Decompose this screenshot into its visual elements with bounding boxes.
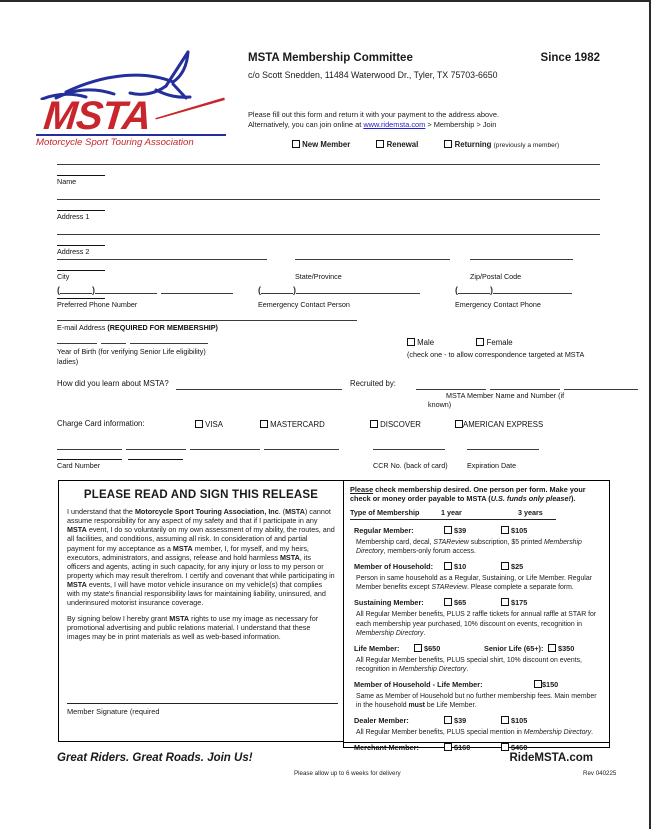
membership-row-household-life: Member of Household - Life Member: $150	[354, 679, 559, 689]
visa-label: VISA	[205, 420, 223, 429]
yob-line-2[interactable]	[101, 343, 126, 344]
state-label: State/Province	[295, 272, 342, 281]
household-desc: Person in same household as a Regular, Sustaining, or Life Member. Regular Member benefits except STAReview. Please complete a separate form.	[356, 575, 592, 592]
dealer-3yr: $105	[501, 716, 527, 725]
renewal-label: Renewal	[386, 140, 419, 149]
card-number-line-1[interactable]	[57, 449, 122, 450]
city-line[interactable]	[57, 259, 267, 260]
contact-phone-area-line	[458, 285, 490, 294]
recruited-note-2: known)	[428, 400, 452, 409]
delivery-note: Please allow up to 6 weeks for delivery	[294, 770, 401, 777]
sustaining-3yr: $175	[501, 598, 527, 607]
regular-1yr-checkbox[interactable]	[444, 526, 452, 534]
mastercard-checkbox[interactable]	[260, 420, 268, 428]
merchant-3yr-checkbox[interactable]	[501, 743, 509, 751]
gender-note: (check one - to allow correspondence targeted at MSTA	[407, 350, 585, 359]
membership-table-header	[350, 508, 556, 520]
expiration-line[interactable]	[467, 449, 539, 450]
contact-person-label: Eemergency Contact Person	[258, 300, 350, 309]
zip-line[interactable]	[470, 259, 573, 260]
female-label: Female	[486, 338, 513, 347]
yob-label: Year of Birth (for verifying Senior Life eligibility)	[57, 347, 206, 356]
address2-line[interactable]	[57, 234, 600, 235]
card-tick-2	[128, 459, 183, 460]
col-3yr: 3 years	[518, 507, 543, 517]
instructions-line2: Alternatively, you can join online at www.ridemsta.com > Membership > Join	[248, 119, 497, 129]
msta-logo	[36, 48, 226, 146]
membership-box	[343, 480, 610, 753]
returning-label: Returning	[454, 140, 492, 149]
release-title: PLEASE READ AND SIGN THIS RELEASE	[83, 489, 319, 501]
life-checkbox[interactable]	[414, 644, 422, 652]
visa-option	[195, 420, 223, 430]
household-1yr: $10	[444, 562, 466, 571]
contact-name-line	[296, 285, 420, 294]
ccr-line[interactable]	[373, 449, 445, 450]
sustaining-1yr: $65	[444, 598, 466, 607]
membership-row-sustaining: Sustaining Member: $65 $175	[354, 598, 528, 608]
recruited-label: Recruited by:	[350, 379, 396, 388]
recruited-line-1[interactable]	[416, 389, 486, 390]
contact-phone-field[interactable]: ( )	[455, 285, 575, 294]
discover-option	[370, 420, 421, 430]
zip-label: Zip/Postal Code	[470, 272, 522, 281]
box-divider-line	[344, 742, 609, 743]
merchant-1yr-checkbox[interactable]	[444, 743, 452, 751]
card-tick-1	[57, 459, 122, 460]
address1-label: Address 1	[57, 212, 90, 221]
mastercard-label: MASTERCARD	[270, 420, 325, 429]
member-type-options	[292, 140, 583, 149]
new-member-option	[292, 140, 352, 149]
sustaining-desc: All Regular Member benefits, PLUS 2 raffle tickets for annual raffle at STAR for each membership year purchased, 10% discount on events, recognition in Membership Directory.	[356, 611, 597, 637]
life-desc: All Regular Member benefits, PLUS special shirt, 10% discount on events, recognition in Membership Directory.	[356, 656, 582, 673]
membership-intro: Please check membership desired. One person per form. Make your check or money order payable to MSTA (U.S. funds only please!).	[350, 485, 586, 504]
address2-tick	[57, 245, 105, 246]
returning-checkbox[interactable]	[444, 140, 452, 148]
email-line[interactable]	[57, 320, 357, 321]
card-number-line-4[interactable]	[264, 449, 339, 450]
release-paragraph-1: I understand that the Motorcycle Sport Touring Association, Inc. (MSTA) cannot assume responsibility for any aspect of my safety and that if I participate in any MSTA event, I do so voluntarily on my own assessment of my ability, the routes, and all facilities, and conditions, assuming all risk. In consideration of and partial payment for my acceptance as a MSTA member, I, for myself, and my heirs, executors, administrators, and assigns, release and hold harmless MSTA, its officers and agents, acting in such capacity, for any injury or loss to my person or property which may result therefrom. I certify and covenant that while participating in MSTA events, I will have motor vehicle insurance on my vehicle(s) that complies with my state's financial responsibility laws for maintaining liability, uninsured, and underinsured motorist insurance coverage.	[67, 507, 335, 608]
ridemsta-link[interactable]: www.ridemsta.com	[363, 119, 426, 129]
amex-label: AMERICAN EXPRESS	[463, 420, 544, 429]
logo-acronym: MSTA	[41, 94, 153, 138]
city-tick	[57, 270, 105, 271]
phone-label: Preferred Phone Number	[57, 300, 138, 309]
membership-row-regular: Regular Member: $39 $105	[354, 525, 528, 535]
dealer-desc: All Regular Member benefits, PLUS special mention in Membership Directory.	[356, 729, 594, 737]
yob-line-1[interactable]	[57, 343, 97, 344]
col-1yr: 1 year	[441, 507, 462, 517]
membership-row-household: Member of Household: $10 $25	[354, 562, 524, 572]
regular-desc: Membership card, decal, STAReview subscription, $5 printed Membership Directory, members-only forum access.	[356, 538, 582, 556]
expiration-label: Expiration Date	[467, 461, 517, 470]
recruited-line-3[interactable]	[564, 389, 638, 390]
gender-options	[407, 338, 513, 348]
name-line[interactable]	[57, 164, 600, 165]
dealer-1yr: $39	[444, 716, 466, 725]
senior-life-checkbox[interactable]	[548, 644, 556, 652]
ccr-label: CCR No. (back of card)	[373, 461, 448, 470]
mastercard-option	[260, 420, 325, 430]
merchant-3yr: $460	[501, 743, 527, 752]
household-life-desc: Same as Member of Household but no further membership fees. Main member in the household must be Life Member.	[356, 692, 597, 710]
signature-label: Member Signature (required	[67, 707, 160, 716]
ridemsta-site: RideMSTA.com	[509, 752, 593, 764]
renewal-checkbox[interactable]	[376, 140, 384, 148]
membership-row-merchant: Merchant Member: $160 $460	[354, 743, 528, 753]
female-checkbox[interactable]	[476, 338, 484, 346]
dealer-3yr-checkbox[interactable]	[501, 716, 509, 724]
regular-1yr: $39	[444, 526, 466, 535]
membership-row-life: Life Member: $650 Senior Life (65+): $350	[354, 643, 575, 653]
male-checkbox[interactable]	[407, 338, 415, 346]
merchant-1yr: $160	[444, 743, 470, 752]
committee-address: c/o Scott Snedden, 11484 Waterwood Dr., Tyler, TX 75703-6650	[248, 70, 498, 80]
household-life-checkbox[interactable]	[534, 680, 542, 688]
card-number-label: Card Number	[57, 461, 101, 470]
discover-checkbox[interactable]	[370, 420, 378, 428]
instructions	[248, 110, 608, 130]
charge-card-label: Charge Card information:	[57, 419, 145, 428]
returning-option	[444, 140, 559, 149]
membership-row-dealer: Dealer Member: $39 $105	[354, 716, 528, 726]
card-number-line-3[interactable]	[190, 449, 260, 450]
revision-label: Rev 040225	[583, 770, 617, 777]
phone-area-line	[60, 285, 92, 294]
contact-person-field[interactable]: ( )	[258, 285, 423, 294]
contact-area-line	[261, 285, 293, 294]
email-label: E-mail Address (REQUIRED FOR MEMBERSHIP)	[57, 323, 218, 332]
regular-3yr: $105	[501, 526, 527, 535]
learn-line[interactable]	[176, 389, 342, 390]
yob-label-wrap: ladies)	[57, 357, 79, 366]
preferred-phone-field[interactable]: ( )	[57, 285, 237, 294]
contact-phone-label: Emergency Contact Phone	[455, 300, 541, 309]
phone-prefix-line	[95, 285, 157, 294]
name-tick	[57, 175, 105, 176]
senior-life-label: Senior Life (65+):	[484, 643, 544, 653]
recruited-line-2[interactable]	[490, 389, 560, 390]
address2-label: Address 2	[57, 247, 90, 256]
dealer-1yr-checkbox[interactable]	[444, 716, 452, 724]
release-box	[58, 480, 344, 742]
address1-line[interactable]	[57, 199, 600, 200]
phone-suffix-line	[161, 285, 233, 294]
slogan: Great Riders. Great Roads. Join Us!	[57, 752, 253, 764]
city-label: City	[57, 272, 70, 281]
amex-checkbox[interactable]	[455, 420, 463, 428]
motorcycle-icon	[36, 48, 222, 100]
senior-life-price: $350	[548, 644, 574, 653]
since-label: Since 1982	[540, 52, 600, 64]
new-member-checkbox[interactable]	[292, 140, 300, 148]
col-type: Type of Membership	[350, 507, 420, 517]
logo-swoosh	[154, 97, 225, 119]
sustaining-1yr-checkbox[interactable]	[444, 598, 452, 606]
address1-tick	[57, 210, 105, 211]
phone-tick	[57, 298, 105, 299]
contact-phone-line	[493, 285, 572, 294]
household-3yr-checkbox[interactable]	[501, 562, 509, 570]
yob-line-3[interactable]	[130, 343, 208, 344]
learn-label: How did you learn about MSTA?	[57, 379, 169, 388]
household-life-price: $150	[534, 680, 558, 689]
card-number-line-2[interactable]	[126, 449, 186, 450]
visa-checkbox[interactable]	[195, 420, 203, 428]
returning-note: (previously a member)	[493, 142, 560, 149]
sustaining-3yr-checkbox[interactable]	[501, 598, 509, 606]
page-title: MSTA Membership Committee	[248, 52, 413, 64]
life-price: $650	[414, 644, 440, 653]
logo-tagline: Motorcycle Sport Touring Association	[36, 134, 226, 148]
signature-line[interactable]	[67, 703, 338, 704]
regular-3yr-checkbox[interactable]	[501, 526, 509, 534]
name-label: Name	[57, 177, 77, 186]
household-3yr: $25	[501, 562, 523, 571]
amex-option	[455, 420, 543, 430]
state-line[interactable]	[295, 259, 450, 260]
male-label: Male	[417, 338, 435, 347]
discover-label: DISCOVER	[380, 420, 421, 429]
release-paragraph-2: By signing below I hereby grant MSTA rights to use my image as necessary for promotional advertising and public relations material. I understand that these images may be in print materials as well as web-based information.	[67, 613, 319, 641]
recruited-note-1: MSTA Member Name and Number (if	[446, 391, 565, 400]
instructions-line1: Please fill out this form and return it with your payment to the address above.	[248, 110, 500, 119]
new-member-label: New Member	[302, 140, 351, 149]
household-1yr-checkbox[interactable]	[444, 562, 452, 570]
renewal-option	[376, 140, 420, 149]
